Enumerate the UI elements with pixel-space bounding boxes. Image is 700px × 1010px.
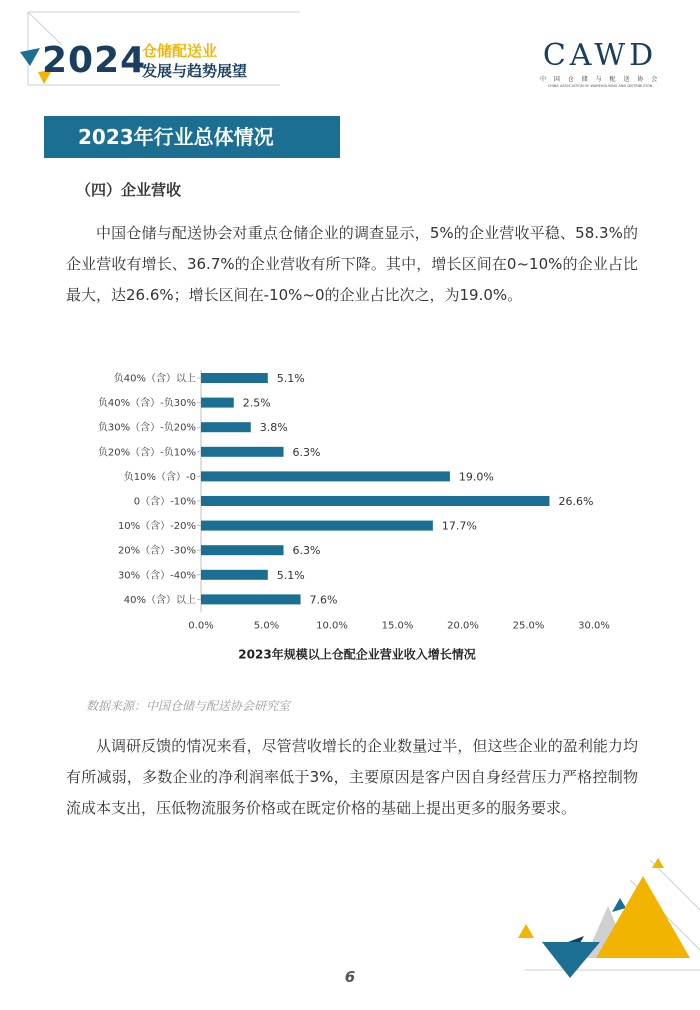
chart-title: 2023年规模以上仓配企业营业收入增长情况 — [238, 647, 476, 662]
chart-bar — [201, 422, 251, 432]
chart-category-label: 40%（含）以上 — [123, 594, 196, 606]
chart-category-label: 负30%（含）-负20% — [97, 422, 196, 434]
header-deco-triangle — [20, 48, 40, 66]
chart-bar — [201, 521, 433, 531]
chart-bar — [201, 545, 284, 555]
chart-x-tick-label: 10.0% — [316, 620, 348, 632]
header-title-line2: 发展与趋势展望 — [142, 62, 248, 80]
chart-category-label: 负10%（含）-0 — [123, 471, 196, 483]
chart-bar — [201, 594, 301, 604]
chart-category-label: 0（含）-10% — [133, 496, 196, 508]
cawd-logo — [540, 40, 660, 88]
header-title-line1: 仓储配送业 — [142, 42, 218, 60]
data-source: 数据来源：中国仓储与配送协会研究室 — [86, 699, 291, 713]
chart-category-label: 20%（含）-30% — [117, 545, 196, 557]
footer-decoration — [500, 850, 700, 1010]
logo-en-name: CHINA ASSOCIATION OF WAREHOUSING AND DISTRIBUTION — [547, 84, 653, 88]
chart-data-label: 7.6% — [309, 593, 338, 607]
logo-wordmark: CAWD — [542, 38, 658, 73]
chart-x-tick-label: 15.0% — [381, 620, 414, 632]
header-year: 2024 — [42, 40, 147, 81]
chart-bar — [201, 373, 268, 383]
chart-bar — [201, 447, 284, 457]
chart-data-label: 26.6% — [558, 495, 594, 508]
chart-data-label: 6.3% — [292, 544, 321, 558]
chart-x-tick-label: 20.0% — [447, 620, 479, 632]
footer-deco-triangle — [652, 858, 664, 868]
chart-category-label: 负40%（含）以上 — [113, 373, 196, 385]
chart-data-label: 3.8% — [259, 421, 288, 435]
chart-data-label: 19.0% — [458, 470, 494, 484]
chart-data-label: 5.1% — [276, 568, 305, 582]
chart-data-label: 17.7% — [441, 519, 477, 533]
chart-x-tick-label: 0.0% — [188, 620, 214, 632]
logo-cn-name: 中 国 仓 储 与 配 送 协 会 — [540, 76, 661, 83]
section-banner-title: 2023年行业总体情况 — [78, 125, 274, 149]
page-number: 6 — [344, 968, 356, 986]
subheading: （四）企业营收 — [76, 181, 182, 199]
chart-data-label: 5.1% — [276, 372, 305, 385]
paragraph-analysis: 从调研反馈的情况来看，尽管营收增长的企业数量过半，但这些企业的盈利能力均有所减弱，多数企业的净利润率低于3%，主要原因是客户因自身经营压力严格控制物流成本支出，压低物流服务价格或在既定价格的基础上提出更多的服务要求。 — [66, 737, 638, 817]
chart-category-label: 10%（含）-20% — [117, 521, 196, 533]
chart-data-label: 2.5% — [242, 396, 271, 410]
chart-bar — [201, 496, 549, 506]
chart-category-label: 负20%（含）-负10% — [97, 447, 196, 459]
chart-bar — [201, 398, 234, 408]
footer-deco-triangle — [518, 924, 534, 938]
chart-bar — [201, 471, 450, 481]
chart-bar — [201, 570, 268, 580]
chart-category-label: 30%（含）-40% — [117, 570, 196, 582]
revenue-growth-chart — [60, 360, 660, 670]
chart-x-tick-label: 30.0% — [578, 620, 610, 632]
chart-x-tick-label: 25.0% — [512, 620, 545, 632]
paragraph-intro: 中国仓储与配送协会对重点仓储企业的调查显示，5%的企业营收平稳、58.3%的企业营收有增长、36.7%的企业营收有所下降。其中，增长区间在0~10%的企业占比最大，达26.6%；增长区间在-10%~0的企业占比次之，为19.0%。 — [66, 224, 638, 304]
chart-data-label: 6.3% — [292, 445, 321, 459]
chart-x-tick-label: 5.0% — [253, 620, 280, 632]
chart-category-label: 负40%（含）-负30% — [97, 398, 196, 410]
